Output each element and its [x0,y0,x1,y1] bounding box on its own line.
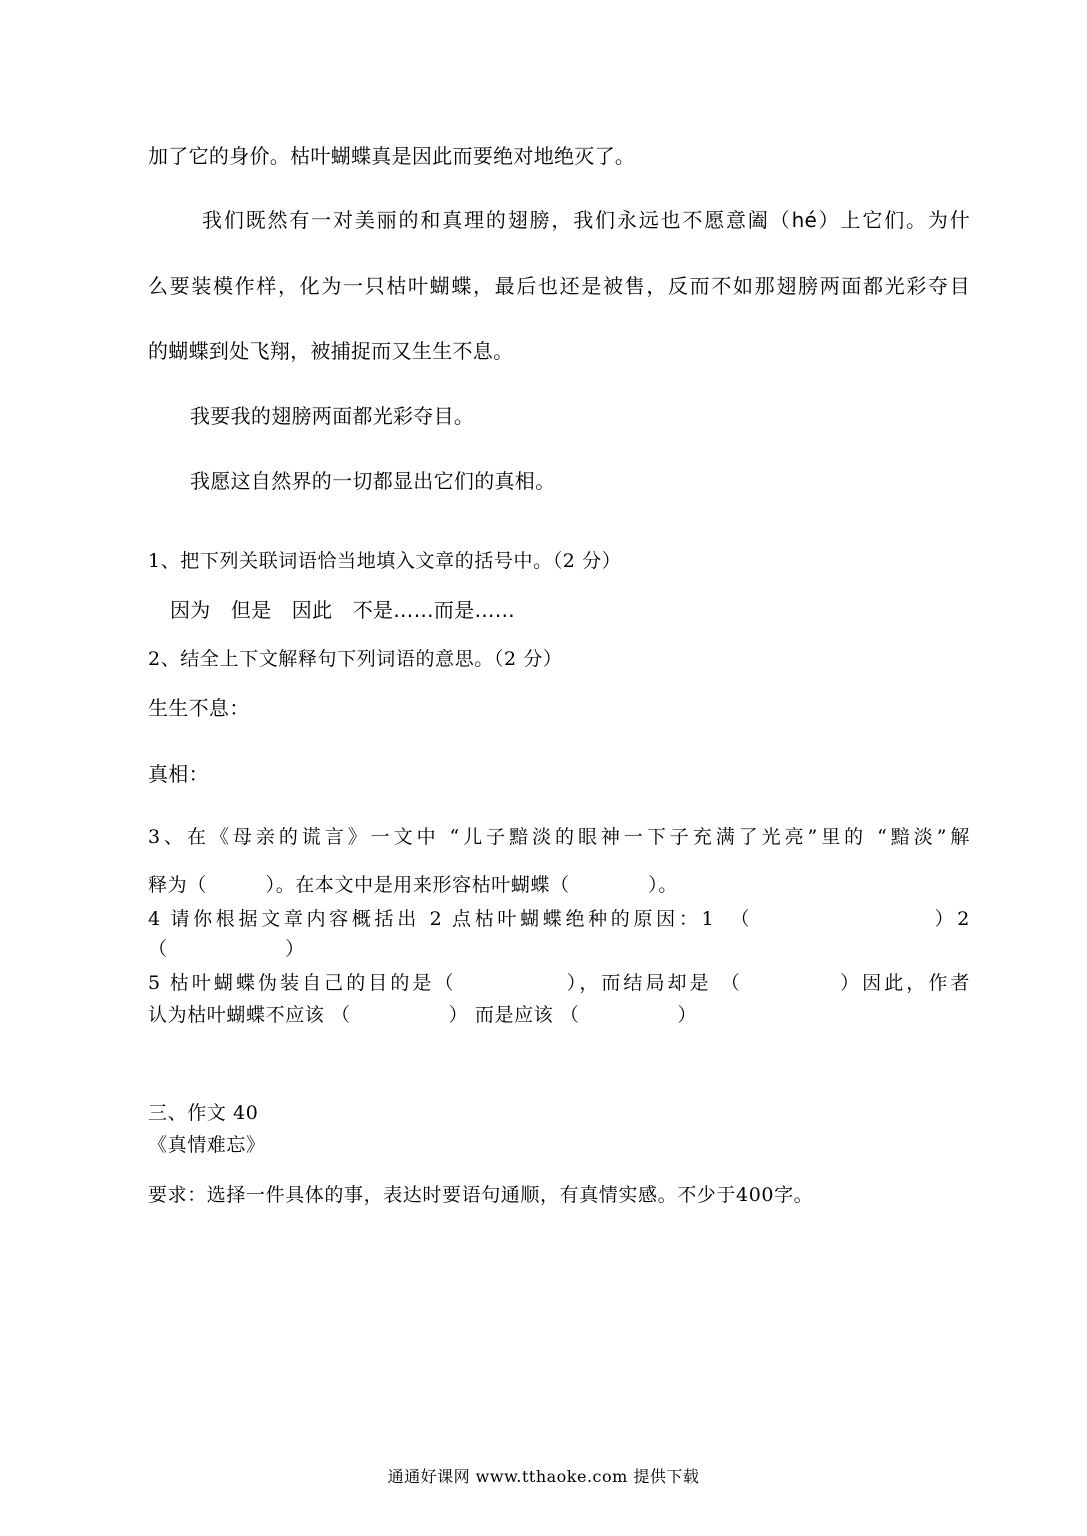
passage-line-3: 么要装模作样，化为一只枯叶蝴蝶，最后也还是被售，反而不如那翅膀两面都光彩夺目 [148,274,970,298]
passage-line-4: 的蝴蝶到处飞翔，被捕捉而又生生不息。 [148,339,514,363]
passage-line-5: 我要我的翅膀两面都光彩夺目。 [190,404,475,428]
composition-heading: 三、作文 40 [148,1102,259,1124]
composition-title: 《真情难忘》 [148,1134,266,1156]
passage-line-6: 我愿这自然界的一切都显出它们的真相。 [190,469,556,493]
question-1-options: 因为 但是 因此 不是……而是…… [170,598,516,622]
question-1: 1、把下列关联词语恰当地填入文章的括号中。（2 分） [148,550,622,572]
question-3-line-1: 3、在《母亲的谎言》一文中 “儿子黯淡的眼神一下子充满了光亮”里的 “黯淡”解 [148,826,970,848]
question-5-line-1: 5 枯叶蝴蝶伪装自己的目的是（ ），而结局却是 （ ）因此，作者 [148,972,970,994]
question-2-term-2: 真相： [148,762,209,786]
question-4-line-2: （ ） [148,938,305,960]
page-footer: 通通好课网 www.tthaoke.com 提供下载 [387,1467,700,1486]
question-5-line-2: 认为枯叶蝴蝶不应该 （ ） 而是应该 （ ） [148,1004,698,1026]
passage-line-1: 加了它的身价。枯叶蝴蝶真是因此而要绝对地绝灭了。 [148,144,636,168]
passage-line-2: 我们既然有一对美丽的和真理的翅膀，我们永远也不愿意阖（hé）上它们。为什 [202,208,970,232]
composition-requirement: 要求：选择一件具体的事，表达时要语句通顺，有真情实感。不少于400字。 [148,1184,814,1206]
question-2: 2、结全上下文解释句下列词语的意思。（2 分） [148,648,563,670]
question-2-term-1: 生生不息： [148,696,250,720]
question-4-line-1: 4 请你根据文章内容概括出 2 点枯叶蝴蝶绝种的原因：1 （ ）2 [148,908,970,930]
question-3-line-2: 释为（ ）。在本文中是用来形容枯叶蝴蝶（ ）。 [148,874,678,896]
